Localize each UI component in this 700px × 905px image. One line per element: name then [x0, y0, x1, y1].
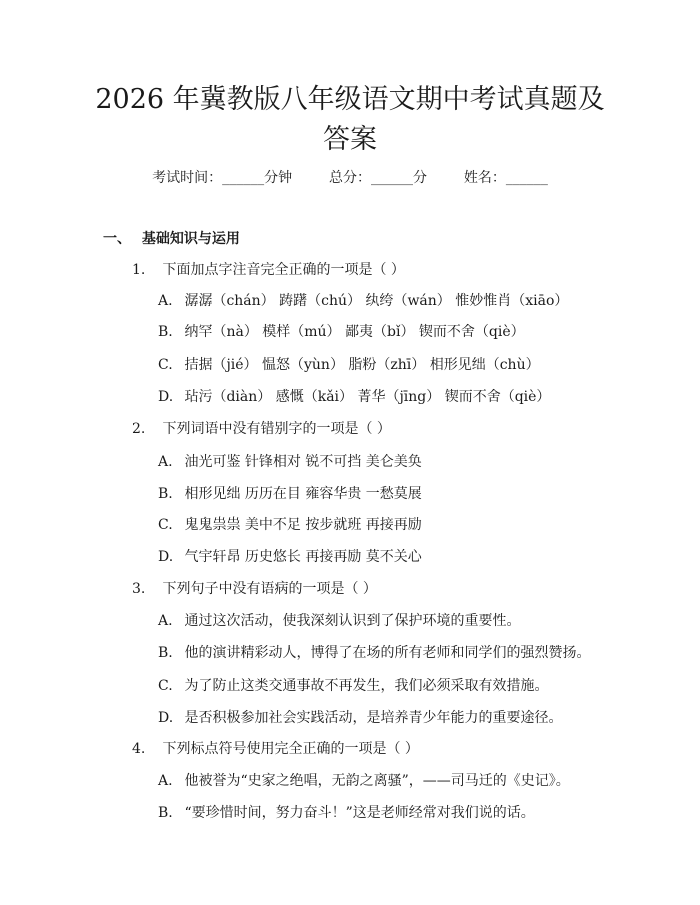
page-title: 2026 年冀教版八年级语文期中考试真题及答案: [95, 84, 605, 155]
option-label: A.: [158, 454, 173, 470]
option-text: 纳罕（nà） 模样（mú） 鄙夷（bǐ） 锲而不舍（qiè）: [184, 324, 525, 340]
option-label: A.: [158, 293, 173, 309]
question-option: [158, 708, 562, 728]
question-option: [158, 515, 422, 535]
question-stem: [132, 579, 377, 599]
option-text: 相形见绌 历历在目 雍容华贵 一愁莫展: [184, 486, 422, 502]
option-text: 他被誉为“史家之绝唱，无韵之离骚”，——司马迁的《史记》。: [184, 773, 570, 789]
question-option: [158, 387, 550, 407]
option-label: D.: [158, 710, 174, 726]
exam-time: 考试时间：______分钟: [152, 170, 293, 186]
section-title: 基础知识与运用: [141, 231, 240, 247]
question-option: [158, 803, 535, 823]
question-option: [158, 322, 525, 342]
option-label: B.: [158, 805, 173, 821]
exam-name: 姓名：______: [463, 170, 548, 186]
option-text: 气宇轩昂 历史悠长 再接再励 莫不关心: [184, 549, 422, 565]
exam-score: 总分：______分: [329, 170, 427, 186]
section-heading: [103, 229, 240, 249]
option-label: B.: [158, 645, 173, 661]
option-text: 拮据（jié） 愠怒（yùn） 脂粉（zhī） 相形见绌（chù）: [184, 357, 540, 373]
question-stem: [132, 260, 405, 280]
exam-meta: [0, 168, 700, 188]
option-text: 潺潺（chán） 踌躇（chú） 纨绔（wán） 惟妙惟肖（xiāo）: [184, 293, 569, 309]
question-option: [158, 452, 422, 472]
option-text: 通过这次活动，使我深刻认识到了保护环境的重要性。: [184, 613, 521, 629]
question-text: 下面加点字注音完全正确的一项是（ ）: [162, 262, 405, 278]
option-label: C.: [158, 517, 173, 533]
question-option: [158, 547, 422, 567]
question-option: [158, 291, 568, 311]
question-number: 4.: [132, 741, 146, 757]
question-stem: [132, 739, 419, 759]
option-label: B.: [158, 324, 173, 340]
option-label: A.: [158, 613, 173, 629]
option-text: 玷污（diàn） 感慨（kǎi） 菁华（jīng） 锲而不舍（qiè）: [184, 389, 551, 405]
question-text: 下列标点符号使用完全正确的一项是（ ）: [162, 741, 419, 757]
option-label: B.: [158, 486, 173, 502]
question-option: [158, 484, 422, 504]
question-number: 3.: [132, 581, 146, 597]
question-text: 下列句子中没有语病的一项是（ ）: [162, 581, 377, 597]
question-option: [158, 355, 540, 375]
option-text: “要珍惜时间，努力奋斗！”这是老师经常对我们说的话。: [184, 805, 535, 821]
question-option: [158, 676, 548, 696]
option-label: C.: [158, 678, 173, 694]
option-text: 鬼鬼祟祟 美中不足 按步就班 再接再励: [184, 517, 422, 533]
question-text: 下列词语中没有错别字的一项是（ ）: [162, 421, 391, 437]
option-text: 为了防止这类交通事故不再发生，我们必须采取有效措施。: [184, 678, 549, 694]
option-text: 是否积极参加社会实践活动，是培养青少年能力的重要途径。: [184, 710, 563, 726]
question-option: [158, 611, 520, 631]
question-stem: [132, 419, 391, 439]
option-text: 他的演讲精彩动人，博得了在场的所有老师和同学们的强烈赞扬。: [184, 645, 591, 661]
section-number: 一、: [103, 231, 131, 247]
option-text: 油光可鉴 针锋相对 锐不可挡 美仑美奂: [184, 454, 422, 470]
option-label: D.: [158, 549, 174, 565]
option-label: A.: [158, 773, 173, 789]
option-label: C.: [158, 357, 173, 373]
question-number: 2.: [132, 421, 146, 437]
option-label: D.: [158, 389, 174, 405]
question-option: [158, 771, 570, 791]
question-option: [158, 643, 590, 663]
question-number: 1.: [132, 262, 146, 278]
